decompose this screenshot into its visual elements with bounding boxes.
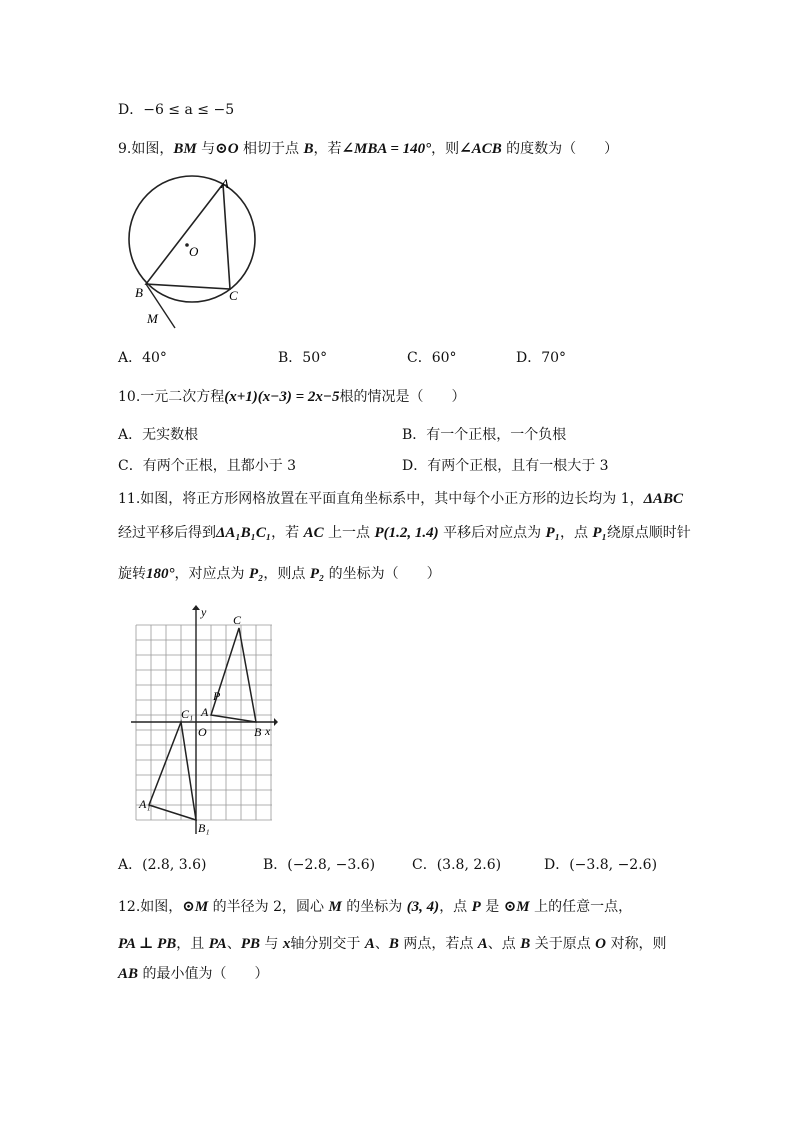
- q12-stem-text: 的半径为 2，圆心: [208, 899, 329, 915]
- q8-option-d: [118, 100, 234, 120]
- q9-option-c[interactable]: C．60°: [407, 350, 457, 366]
- q9-option-b[interactable]: B．50°: [278, 350, 328, 366]
- q9-label-a: A: [221, 176, 229, 191]
- q12-circle-m: ⊙M: [503, 899, 530, 915]
- q11-stem-line2: [118, 523, 691, 543]
- q12-stem-line3: [118, 964, 268, 984]
- q11-stem-text: ，则点: [263, 566, 310, 582]
- q11-point-p1: P₁: [592, 525, 607, 541]
- q12-stem-text: 的坐标为: [341, 899, 407, 915]
- q11-point-p2: P₂: [248, 566, 264, 582]
- q12-point-b: B: [388, 936, 399, 952]
- q11-stem-line1: [118, 489, 683, 509]
- q12-stem-text: 的最小值为（ ）: [138, 966, 269, 982]
- q11-label-a: A: [201, 705, 209, 719]
- q12-stem-text: ，点: [439, 899, 472, 915]
- q9-label-m: M: [147, 311, 158, 326]
- q11-label-c1: C₁: [181, 707, 194, 721]
- q8-option-d-text: D．−6 ≤ a ≤ −5: [118, 102, 235, 118]
- q11-point-p1: P₁: [545, 525, 560, 541]
- q11-point-p: P(1.2, 1.4): [374, 525, 439, 541]
- q11-option-a[interactable]: A．(2.8, 3.6): [118, 857, 207, 873]
- q12-x: x: [282, 936, 291, 952]
- q9-label-b: B: [135, 285, 143, 300]
- q11-stem-text: ，若: [271, 525, 304, 541]
- q12-point-a: A: [477, 936, 488, 952]
- q12-stem-text: 、点: [487, 936, 521, 952]
- q9-stem-text: 相切于点: [238, 141, 304, 157]
- q11-stem-text: 上一点: [323, 525, 375, 541]
- q12-point-a: A: [364, 936, 375, 952]
- q12-point-b: B: [520, 936, 531, 952]
- q12-stem-text: 是: [480, 899, 504, 915]
- q12-stem-text: 轴分别交于: [290, 936, 365, 952]
- q10-option-b[interactable]: B．有一个正根，一个负根: [402, 427, 567, 443]
- q11-stem-text: 的坐标为（ ）: [324, 566, 441, 582]
- q11-label-p: P: [213, 689, 221, 703]
- q12-stem-line2: [118, 934, 666, 954]
- q11-option-b[interactable]: B．(−2.8, −3.6): [263, 857, 376, 873]
- q11-label-o: O: [198, 725, 207, 739]
- q12-stem-text: 两点，若点: [398, 936, 478, 952]
- q12-stem-line1: [118, 897, 632, 917]
- q12-segment-pb: PB: [240, 936, 260, 952]
- q9-label-c: C: [229, 288, 238, 303]
- q11-segment-ac: AC: [303, 525, 324, 541]
- q10-stem-text: 根的情况是（ ）: [339, 389, 466, 405]
- q11-option-c[interactable]: C．(3.8, 2.6): [412, 857, 502, 873]
- q11-option-d[interactable]: D．(−3.8, −2.6): [544, 857, 658, 873]
- q11-label-b1: B₁: [198, 821, 210, 835]
- q9-label-o: O: [189, 244, 199, 259]
- q12-stem-text: 与: [259, 936, 283, 952]
- q11-stem-text: ，点: [559, 525, 593, 541]
- q9-circle: [129, 176, 255, 302]
- q12-stem-text: 关于原点: [530, 936, 596, 952]
- q9-stem-text: ，若: [313, 141, 342, 157]
- q9-stem-text: ，则: [431, 141, 460, 157]
- q11-label-c: C: [233, 613, 242, 627]
- q12-segment-ab: AB: [118, 966, 139, 982]
- q9-option-a[interactable]: A．40°: [118, 350, 167, 366]
- q10-option-d[interactable]: D．有两个正根，且有一根大于 3: [402, 458, 609, 474]
- q11-triangle-a1b1c1: ΔA₁B₁C₁: [216, 525, 272, 541]
- q9-bm: BM: [173, 141, 197, 157]
- q11-degrees: 180°: [146, 566, 175, 582]
- q11-stem-text: 旋转: [118, 566, 146, 582]
- q10-option-c[interactable]: C．有两个正根，且都小于 3: [118, 458, 297, 474]
- q12-circle-m: ⊙M: [182, 899, 209, 915]
- q11-label-a1: A₁: [139, 797, 151, 811]
- q12-coordinate: (3, 4): [406, 899, 440, 915]
- q9-triangle: [146, 184, 230, 289]
- q10-option-a[interactable]: A．无实数根: [118, 427, 199, 443]
- q12-perpendicular: PA ⊥ PB: [118, 936, 177, 952]
- q10-stem-text: 10.一元二次方程: [118, 389, 225, 405]
- q9-stem-text: 的度数为（ ）: [501, 141, 619, 157]
- q11-point-p2: P₂: [309, 566, 325, 582]
- q9-stem-text: 9.如图，: [118, 141, 174, 157]
- q11-label-y: y: [201, 605, 207, 619]
- q10-stem: [118, 387, 466, 407]
- q9-stem: [118, 139, 618, 159]
- q12-stem-text: ，且: [176, 936, 209, 952]
- q12-point-o: O: [595, 936, 607, 952]
- q9-angle: ∠MBA = 140°: [341, 141, 432, 157]
- q11-y-axis-arrow: [192, 605, 200, 610]
- q11-grid-figure: [128, 602, 278, 837]
- q11-stem-line3: [118, 564, 441, 584]
- q12-stem-text: 12.如图，: [118, 899, 183, 915]
- q9-option-d[interactable]: D．70°: [516, 350, 567, 366]
- q9-stem-text: 与: [196, 141, 216, 157]
- q11-stem-text: ，对应点为: [174, 566, 249, 582]
- q12-point-p: P: [471, 899, 481, 915]
- q9-circle-o: ⊙O: [215, 141, 239, 157]
- q11-stem-text: 11.如图，将正方形网格放置在平面直角坐标系中，其中每个小正方形的边长均为 1，: [118, 491, 644, 507]
- q9-acb: ∠ACB: [459, 141, 502, 157]
- q11-label-x: x: [265, 724, 271, 738]
- q11-triangle-abc-shape: [211, 628, 256, 722]
- q12-stem-text: 、: [374, 936, 389, 952]
- q12-stem-text: 对称，则: [606, 936, 667, 952]
- q10-equation: (x+1)(x−3) = 2x−5: [224, 389, 340, 405]
- q12-point-m: M: [328, 899, 342, 915]
- q11-stem-text: 经过平移后得到: [118, 525, 216, 541]
- q9-point-b: B: [303, 141, 314, 157]
- q11-label-b: B: [254, 725, 262, 739]
- q12-stem-text: 上的任意一点，: [529, 899, 633, 915]
- q11-x-axis-arrow: [274, 718, 278, 726]
- q11-stem-text: 绕原点顺时针: [606, 525, 691, 541]
- q9-circle-figure: [125, 172, 265, 332]
- q11-stem-text: 平移后对应点为: [438, 525, 546, 541]
- q12-stem-text: 、: [226, 936, 241, 952]
- q11-triangle-abc: ΔABC: [643, 491, 684, 507]
- q12-segment-pa: PA: [208, 936, 227, 952]
